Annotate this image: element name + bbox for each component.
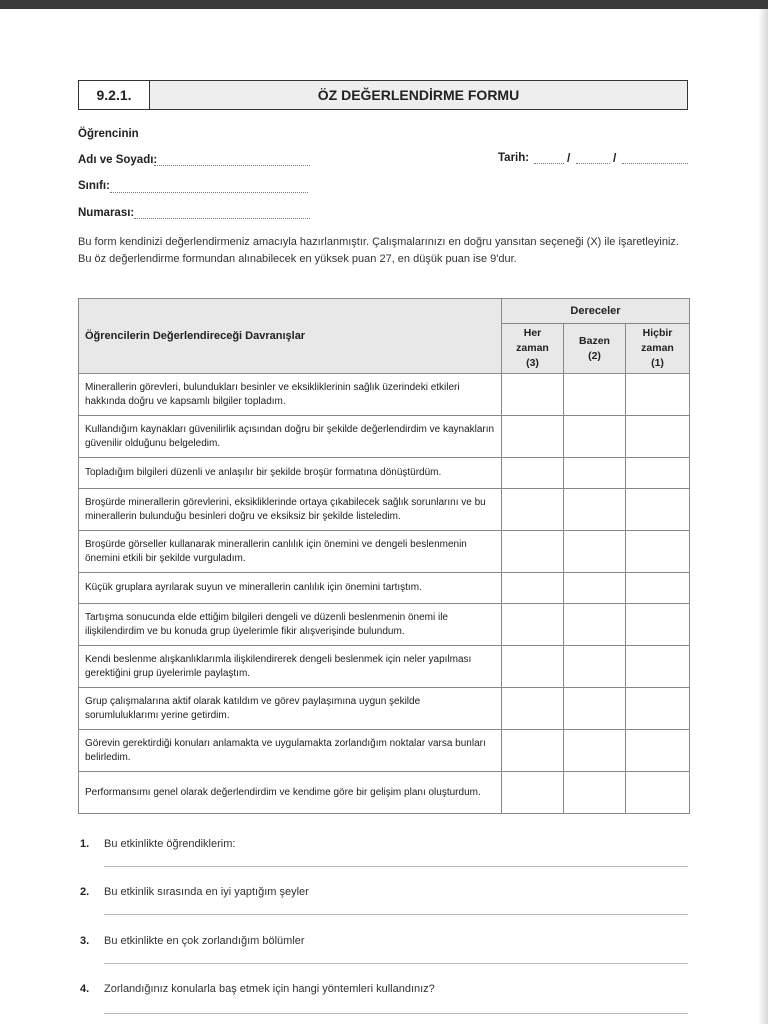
table-row [79,688,690,730]
date-separator-2: / [613,151,617,165]
behavior-text: Küçük gruplara ayrılarak suyun ve minerallerin canlılık için önemini tartıştım. [79,573,502,604]
checkbox-always[interactable] [502,688,564,730]
checkbox-always[interactable] [502,646,564,688]
checkbox-never[interactable] [626,531,690,573]
question-2 [80,886,309,898]
table-row [79,489,690,531]
checkbox-sometimes[interactable] [564,730,626,772]
checkbox-sometimes[interactable] [564,416,626,458]
form-title: ÖZ DEĞERLENDİRME FORMU [317,87,520,103]
checkbox-always[interactable] [502,489,564,531]
checkbox-always[interactable] [502,531,564,573]
table-row [79,416,690,458]
table-row [79,772,690,814]
behavior-text: Minerallerin görevleri, bulundukları besinler ve eksikliklerinin sağlık üzerindeki etkileri hakkında doğru ve kapsamlı bilgiler topladım. [79,374,502,416]
degrees-header: Dereceler [502,299,690,324]
checkbox-sometimes[interactable] [564,573,626,604]
table-row [79,604,690,646]
behaviors-header: Öğrencilerin Değerlendireceği Davranışlar [79,299,502,374]
answer-line-1[interactable] [104,866,688,867]
answer-line-3[interactable] [104,963,688,964]
column-always-line1: Her [523,327,542,339]
checkbox-never[interactable] [626,489,690,531]
table-row [79,458,690,489]
behavior-text: Kendi beslenme alışkanlıklarımla ilişkilendirerek dengeli beslenmek için neler yapılması gerektiğini grup üyelerimle paylaştım. [79,646,502,688]
checkbox-always[interactable] [502,772,564,814]
date-day-field[interactable] [534,163,564,164]
column-always-line2: zaman [516,342,549,354]
answer-line-4[interactable] [104,1013,688,1014]
checkbox-never[interactable] [626,604,690,646]
behavior-text: Görevin gerektirdiği konuları anlamakta ve uygulamakta zorlandığım noktalar varsa bunları belirledim. [79,730,502,772]
checkbox-never[interactable] [626,646,690,688]
date-month-field[interactable] [576,163,610,164]
answer-line-2[interactable] [104,914,688,915]
column-sometimes-line1: Bazen [579,334,610,347]
column-never-line2: zaman [641,342,674,354]
checkbox-always[interactable] [502,416,564,458]
table-row [79,573,690,604]
question-1 [80,838,235,850]
checkbox-sometimes[interactable] [564,604,626,646]
form-header [78,80,688,110]
class-field[interactable] [110,192,308,193]
date-label: Tarih: [498,152,530,164]
column-never-line1: Hiçbir [642,327,673,339]
table-row [79,646,690,688]
question-text: Bu etkinlik sırasında en iyi yaptığım şeyler [104,886,309,898]
number-field[interactable] [134,218,310,219]
student-label: Öğrencinin [78,128,139,140]
behavior-text: Topladığım bilgileri düzenli ve anlaşılır bir şekilde broşür formatına dönüştürdüm. [79,458,502,489]
column-sometimes [564,324,626,374]
section-number: 9.2.1. [79,81,150,109]
question-number: 1. [80,838,90,850]
question-text: Bu etkinlikte en çok zorlandığım bölümler [104,935,305,947]
table-row [79,730,690,772]
checkbox-sometimes[interactable] [564,458,626,489]
checkbox-never[interactable] [626,458,690,489]
question-4 [80,983,435,995]
assessment-table [78,298,690,814]
date-year-field[interactable] [622,163,688,164]
checkbox-sometimes[interactable] [564,646,626,688]
table-row [79,531,690,573]
name-field[interactable] [154,165,310,166]
column-always-score: (3) [526,357,539,369]
behavior-text: Tartışma sonucunda elde ettiğim bilgileri dengeli ve düzenli beslenmenin önemi ile ilişkilendirdim ve bu konuda grup üyelerimle fikir alışverişinde bulundum. [79,604,502,646]
name-label: Adı ve Soyadı: [78,154,158,166]
checkbox-always[interactable] [502,573,564,604]
checkbox-sometimes[interactable] [564,374,626,416]
checkbox-never[interactable] [626,772,690,814]
question-text: Bu etkinlikte öğrendiklerim: [104,838,236,850]
checkbox-sometimes[interactable] [564,688,626,730]
checkbox-never[interactable] [626,374,690,416]
checkbox-sometimes[interactable] [564,489,626,531]
checkbox-always[interactable] [502,604,564,646]
checkbox-sometimes[interactable] [564,531,626,573]
column-never [626,324,690,374]
column-never-score: (1) [651,357,664,369]
checkbox-always[interactable] [502,374,564,416]
checkbox-never[interactable] [626,688,690,730]
column-always [502,324,564,374]
behavior-text: Grup çalışmalarına aktif olarak katıldım ve görev paylaşımına uygun şekilde sorumluluklarımı yerine getirdim. [79,688,502,730]
checkbox-always[interactable] [502,730,564,772]
form-instructions: Bu form kendinizi değerlendirmeniz amacıyla hazırlanmıştır. Çalışmalarınızı en doğru yansıtan seçeneği (X) ile işaretleyiniz. Bu öz değerlendirme formundan alınabilecek en yüksek puan 27, en düşük puan ise 9'dur. [78,236,679,265]
checkbox-always[interactable] [502,458,564,489]
checkbox-never[interactable] [626,730,690,772]
date-separator-1: / [567,151,571,165]
behavior-text: Broşürde minerallerin görevlerini, eksikliklerinde ortaya çıkabilecek sağlık sorunlarını ve bu minerallerin bulunduğu besinleri doğru ve eksiksiz bir şekilde listeledim. [79,489,502,531]
question-number: 3. [80,935,90,947]
checkbox-never[interactable] [626,416,690,458]
number-label: Numarası: [78,207,135,219]
class-label: Sınıfı: [78,180,110,192]
behavior-text: Kullandığım kaynakları güvenilirlik açısından doğru bir şekilde değerlendirdim ve kaynakların güvenilir olduğunu belgeledim. [79,416,502,458]
behavior-text: Broşürde görseller kullanarak minerallerin canlılık için önemini ve dengeli beslenmenin önemini etkili bir şekilde vurguladım. [79,531,502,573]
column-sometimes-score: (2) [588,349,601,362]
question-3 [80,935,305,947]
question-text: Zorlandığınız konularla baş etmek için hangi yöntemleri kullandınız? [104,983,435,995]
behavior-text: Performansımı genel olarak değerlendirdim ve kendime göre bir gelişim planı oluşturdum. [79,772,502,814]
question-number: 4. [80,983,90,995]
question-number: 2. [80,886,90,898]
table-row [79,374,690,416]
checkbox-never[interactable] [626,573,690,604]
checkbox-sometimes[interactable] [564,772,626,814]
